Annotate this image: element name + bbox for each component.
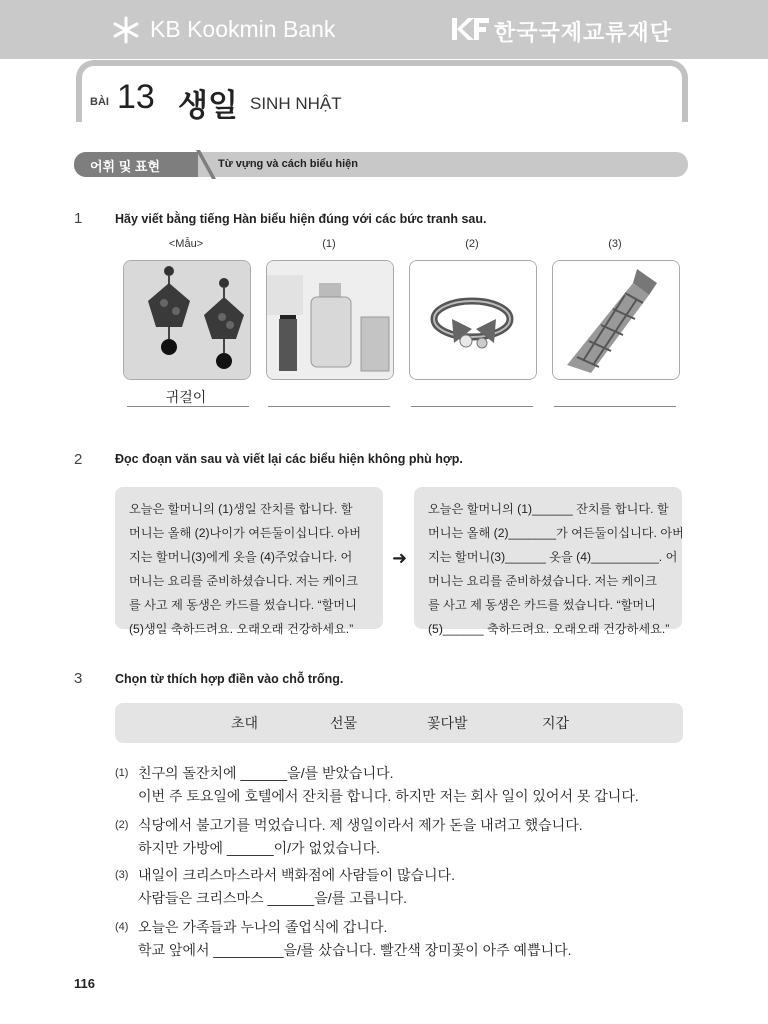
- title-frame: [76, 60, 688, 122]
- item-line: 식당에서 불고기를 먹었습니다. 제 생일이라서 제가 돈을 내려고 했습니다.: [138, 817, 583, 833]
- lesson-subtitle: SINH NHẬT: [250, 94, 342, 113]
- passage-line: 를 사고 제 동생은 카드를 썼습니다. “할머니: [129, 598, 357, 612]
- passage-line: 머니는 올해 (2)나이가 여든둘이십니다. 아버: [129, 526, 361, 540]
- rewrite-passage: [414, 487, 684, 636]
- kf-logo-icon: [450, 16, 490, 42]
- q1-number: 1: [74, 210, 83, 227]
- q2-instruction: Đọc đoạn văn sau và viết lại các biểu hiện không phù hợp.: [115, 452, 463, 466]
- passage-line: (5)생일 축하드려요. 오래오래 건강하세요.”: [129, 622, 354, 636]
- section-subtitle: Từ vựng và cách biểu hiện: [218, 158, 359, 170]
- passage-line: 지는 할머니(3)에게 옷을 (4)주었습니다. 어: [129, 550, 353, 564]
- ring-image: [409, 260, 537, 380]
- q3-instruction: Chọn từ thích hợp điền vào chỗ trống.: [115, 672, 344, 686]
- item-line: 오늘은 가족들과 누나의 졸업식에 갑니다.: [138, 919, 388, 935]
- page-number: 116: [74, 976, 95, 991]
- bank-name: KB Kookmin Bank: [150, 16, 336, 42]
- passage-line: 지는 할머니(3)______ 옷을 (4)__________. 어: [428, 550, 678, 564]
- kb-star-icon: [112, 16, 140, 44]
- lesson-number: 13: [117, 78, 155, 116]
- original-passage: [115, 487, 383, 636]
- word-bank-item: 꽃다발: [427, 715, 468, 731]
- item-number: (1): [115, 767, 129, 779]
- passage-line: 머니는 요리를 준비하셨습니다. 저는 케이크: [129, 574, 358, 588]
- necktie-image: [552, 260, 680, 380]
- q2-number: 2: [74, 451, 83, 468]
- passage-line: 머니는 요리를 준비하셨습니다. 저는 케이크: [428, 574, 657, 588]
- passage-line: 오늘은 할머니의 (1)생일 잔치를 합니다. 할: [129, 502, 353, 516]
- word-bank-item: 초대: [231, 715, 259, 731]
- word-bank-item: 지갑: [542, 715, 570, 731]
- item-number: (4): [115, 921, 129, 933]
- arrow-icon: ➜: [392, 548, 408, 568]
- answer-line: [554, 406, 676, 407]
- answer-line: [127, 406, 249, 407]
- word-bank: [115, 703, 683, 743]
- item-number: (2): [115, 819, 129, 831]
- item-line: 친구의 돌잔치에 ______을/를 받았습니다.: [138, 765, 394, 781]
- passage-line: 오늘은 할머니의 (1)______ 잔치를 합니다. 할: [428, 502, 669, 516]
- lesson-prefix: BÀI: [90, 96, 109, 108]
- picture-label: (2): [465, 238, 479, 250]
- earrings-image: [123, 260, 251, 380]
- passage-line: 머니는 올해 (2)_______가 여든둘이십니다. 아버: [428, 526, 684, 540]
- section-divider: [196, 150, 216, 179]
- item-number: (3): [115, 869, 129, 881]
- item-line: 학교 앞에서 _________을/를 샀습니다. 빨간색 장미꽃이 아주 예쁩니다.: [138, 942, 572, 958]
- q1-instruction: Hãy viết bằng tiếng Hàn biểu hiện đúng với các bức tranh sau.: [115, 212, 487, 226]
- foundation-name: 한국국제교류재단: [494, 20, 673, 45]
- item-line: 하지만 가방에 ______이/가 없었습니다.: [138, 840, 380, 856]
- cosmetics-image: [266, 260, 394, 380]
- answer-line: [268, 406, 390, 407]
- item-line: 내일이 크리스마스라서 백화점에 사람들이 많습니다.: [138, 867, 455, 883]
- section-tab-label: 어휘 및 표현: [90, 159, 161, 174]
- picture-label: (1): [322, 238, 336, 250]
- item-line: 이번 주 토요일에 호텔에서 잔치를 합니다. 하지만 저는 회사 일이 있어서 못 갑니다.: [138, 788, 639, 804]
- passage-line: 를 사고 제 동생은 카드를 썼습니다. “할머니: [428, 598, 656, 612]
- q3-number: 3: [74, 670, 83, 687]
- lesson-title: 생일: [178, 88, 238, 123]
- picture-label: (3): [608, 238, 622, 250]
- item-line: 사람들은 크리스마스 ______을/를 고릅니다.: [138, 890, 408, 906]
- passage-line: (5)______ 축하드려요. 오래오래 건강하세요.”: [428, 622, 670, 636]
- example-answer: 귀걸이: [165, 389, 207, 405]
- answer-line: [411, 406, 533, 407]
- picture-label: <Mẫu>: [168, 238, 204, 250]
- word-bank-item: 선물: [330, 715, 358, 731]
